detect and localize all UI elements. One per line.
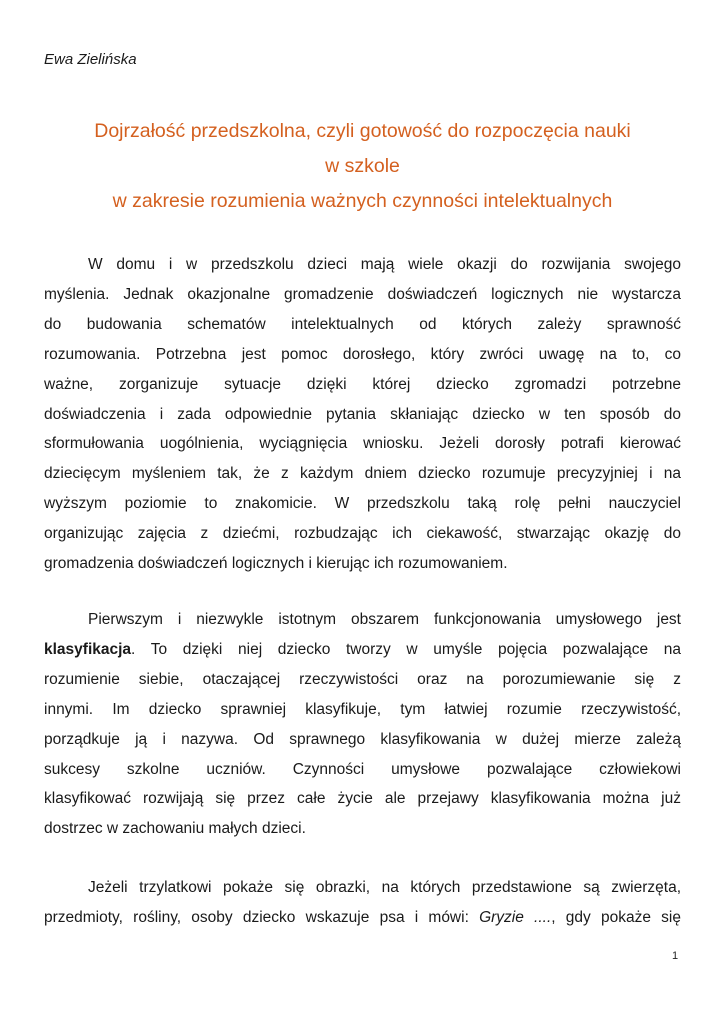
- page-number: 1: [672, 950, 679, 962]
- paragraph-2: [44, 605, 681, 844]
- paragraph-line: W domu i w przedszkolu dzieci mają wiele okazji do rozwijania swojego: [88, 256, 681, 273]
- title-line-2: w szkole: [325, 155, 400, 177]
- paragraph-line: wyższym poziomie to znakomicie. W przedszkolu taką rolę pełni nauczyciel: [44, 495, 681, 513]
- key-term-klasyfikacja: klasyfikacja: [44, 640, 132, 658]
- paragraph-line: do budowania schematów intelektualnych od których zależy sprawność: [44, 315, 681, 333]
- paragraph-line: klasyfikować rozwijają się przez całe życie ale przejawy klasyfikowania można już: [44, 790, 681, 808]
- paragraph-line: sformułowania uogólnienia, wyciągnięcia wniosku. Jeżeli dorosły potrafi kierować: [44, 435, 681, 453]
- paragraph-line: Pierwszym i niezwykle istotnym obszarem funkcjonowania umysłowego jest: [88, 611, 681, 628]
- paragraph-1: [44, 250, 681, 579]
- document-title: [30, 114, 695, 219]
- paragraph-line-text: , gdy pokaże się: [551, 908, 681, 926]
- paragraph-line: sukcesy szkolne uczniów. Czynności umysłowe pozwalające człowiekowi: [44, 760, 681, 778]
- quoted-speech: Gryzie ....: [479, 908, 552, 926]
- author-name: Ewa Zielińska: [44, 51, 137, 68]
- paragraph-line: dostrzec w zachowaniu małych dzieci.: [44, 820, 306, 838]
- paragraph-line: rozumienie siebie, otaczającej rzeczywistości oraz na porozumiewanie się z: [44, 670, 681, 688]
- paragraph-line-text: . To dzięki niej dziecko tworzy w umyśle pojęcia pozwalające na: [131, 640, 681, 658]
- paragraph-3: [44, 873, 681, 933]
- paragraph-line: [44, 903, 681, 933]
- paragraph-line: Jeżeli trzylatkowi pokaże się obrazki, na których przedstawione są zwierzęta,: [88, 879, 681, 896]
- paragraph-line: rozumowania. Potrzebna jest pomoc dorosłego, który zwróci uwagę na to, co: [44, 345, 681, 363]
- paragraph-line: doświadczenia i zada odpowiednie pytania skłaniając dziecko w ten sposób do: [44, 405, 681, 423]
- paragraph-line: ważne, zorganizuje sytuacje dzięki której dziecko zgromadzi potrzebne: [44, 375, 681, 393]
- title-line-1: Dojrzałość przedszkolna, czyli gotowość do rozpoczęcia nauki: [94, 120, 631, 142]
- paragraph-line: myślenia. Jednak okazjonalne gromadzenie doświadczeń logicznych nie wystarcza: [44, 285, 681, 303]
- title-line-3: w zakresie rozumienia ważnych czynności intelektualnych: [112, 190, 613, 212]
- paragraph-line: [44, 635, 681, 665]
- paragraph-line: innymi. Im dziecko sprawniej klasyfikuje, tym łatwiej rozumie rzeczywistość,: [44, 700, 681, 718]
- paragraph-line: porządkuje ją i nazywa. Od sprawnego klasyfikowania w dużej mierze zależą: [44, 730, 681, 748]
- paragraph-line-text: przedmioty, rośliny, osoby dziecko wskazuje psa i mówi:: [44, 908, 480, 926]
- paragraph-line: gromadzenia doświadczeń logicznych i kierując ich rozumowaniem.: [44, 555, 508, 573]
- paragraph-line: organizując zajęcia z dziećmi, rozbudzając ich ciekawość, stwarzając okazję do: [44, 525, 681, 543]
- paragraph-line: dziecięcym myśleniem tak, że z każdym dniem dziecko rozumuje precyzyjniej i na: [44, 465, 681, 483]
